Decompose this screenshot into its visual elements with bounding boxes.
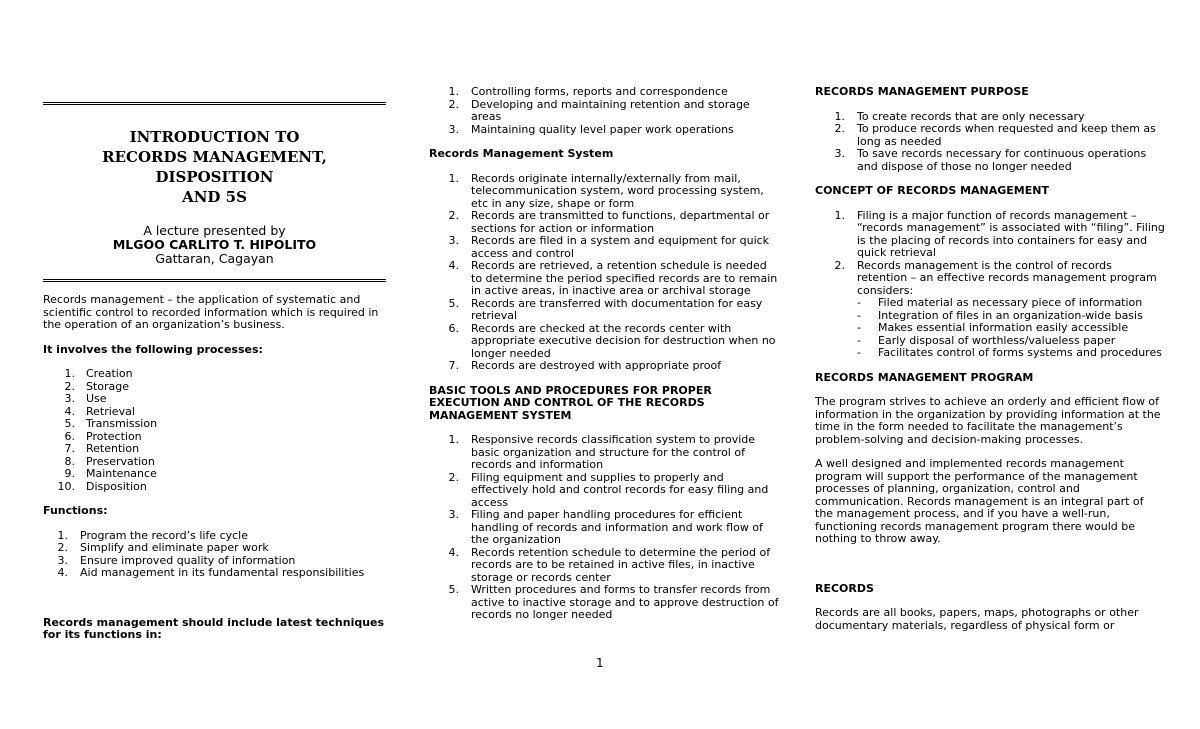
list-text: Responsive records classification system to provide basic organization and structure for the control of records and information	[471, 433, 756, 471]
list-number: 9.	[64, 467, 75, 480]
list-item	[815, 123, 1165, 148]
list-number: 3.	[448, 122, 459, 136]
title-line: RECORDS MANAGEMENT, DISPOSITION	[102, 148, 327, 186]
list-number: 6.	[64, 429, 75, 443]
list-item	[429, 509, 779, 547]
concept-list	[815, 210, 1165, 360]
list-text: Storage	[86, 379, 130, 393]
list-text: Records retention schedule to determine the period of records are to be retained in active files, in inactive storage or records center	[471, 545, 771, 584]
list-item	[429, 210, 779, 235]
list-item	[43, 443, 386, 456]
concept-heading: CONCEPT OF RECORDS MANAGEMENT	[815, 184, 1049, 197]
top-double-rule	[43, 102, 386, 105]
list-text: Records originate internally/externally from mail, telecommunication system, word processing system, etc in any size, shape or form	[471, 171, 764, 210]
list-text: Records are checked at the records center with appropriate executive decision for destruction when no longer needed	[471, 321, 776, 360]
list-item	[429, 434, 779, 472]
list-item	[429, 323, 779, 361]
program-heading: RECORDS MANAGEMENT PROGRAM	[815, 370, 1034, 384]
list-number: 1.	[834, 208, 845, 222]
list-number: 4.	[448, 545, 459, 559]
column-3	[815, 0, 1165, 632]
list-item	[429, 298, 779, 323]
list-text: Records are transmitted to functions, departmental or sections for action or information	[471, 209, 770, 235]
dash-bullet: -	[857, 308, 861, 322]
list-number: 2.	[448, 209, 459, 222]
list-number: 4.	[64, 404, 75, 418]
list-number: 1.	[448, 433, 459, 446]
list-text: Maintaining quality level paper work operations	[471, 122, 734, 136]
list-number: 1.	[834, 109, 845, 123]
list-text: Transmission	[86, 417, 158, 430]
list-text: Written procedures and forms to transfer records from active to inactive storage and to approve destruction of records no longer needed	[471, 583, 779, 621]
list-number: 2.	[834, 122, 845, 135]
list-item	[429, 472, 779, 510]
list-text: Use	[86, 392, 107, 405]
list-number: 4.	[57, 566, 68, 579]
list-number: 7.	[64, 442, 75, 455]
list-item	[43, 542, 386, 555]
list-text: Filing equipment and supplies to properly and effectively hold and control records for easy filing and access	[471, 470, 769, 509]
techniques-heading: Records management should include latest techniques for its functions in:	[43, 615, 385, 641]
list-number: 2.	[57, 541, 68, 554]
list-item	[43, 468, 386, 481]
list-text: Filing and paper handling procedures for efficient handling of records and information and work flow of the organization	[471, 508, 763, 546]
presented-by: A lecture presented by	[143, 223, 286, 238]
list-number: 1.	[57, 528, 68, 542]
list-text: Developing and maintaining retention and storage areas	[471, 97, 750, 123]
list-number: 3.	[57, 553, 68, 567]
list-number: 1.	[448, 85, 459, 98]
list-item	[43, 418, 386, 431]
list-number: 5.	[448, 583, 459, 596]
bottom-double-rule	[43, 279, 386, 282]
list-text: Preservation	[86, 454, 155, 468]
list-text: To create records that are only necessary	[857, 109, 1085, 123]
list-item	[429, 584, 779, 622]
list-text: To produce records when requested and keep them as long as needed	[857, 122, 1156, 148]
list-text	[857, 260, 1165, 360]
list-item	[429, 547, 779, 585]
list-text: Aid management in its fundamental responsibilities	[80, 566, 365, 579]
list-text: Retention	[86, 442, 140, 455]
list-text: Records are transferred with documentation for easy retrieval	[471, 296, 763, 322]
list-number: 2.	[448, 470, 459, 484]
list-item	[815, 148, 1165, 173]
list-text: Filing is a major function of records management – “records management” is associated with “filing”. Filing is the placing of records into containers for easy and quick retrieval	[857, 208, 1165, 259]
list-number: 3.	[448, 508, 459, 521]
list-text: Records are retrieved, a retention schedule is needed to determine the period specified records are to remain in active areas, in inactive area or archival storage	[471, 259, 778, 297]
list-item	[429, 86, 779, 99]
list-number: 1.	[448, 171, 459, 185]
list-item	[815, 260, 1165, 360]
list-text: Simplify and eliminate paper work	[80, 541, 269, 554]
list-text: To save records necessary for continuous operations and dispose of those no longer needed	[857, 147, 1147, 173]
list-item	[429, 360, 779, 373]
presenter-name: MLGOO CARLITO T. HIPOLITO	[112, 237, 317, 252]
list-item	[43, 567, 386, 580]
list-text: Records are filed in a system and equipment for quick access and control	[471, 234, 770, 260]
list-item	[857, 322, 1165, 335]
techniques-list	[429, 86, 779, 136]
list-item	[857, 297, 1165, 310]
column-2	[429, 0, 779, 622]
presenter-location: Gattaran, Cagayan	[155, 251, 274, 266]
program-paragraph-2: A well designed and implemented records management program will support the performance of the management processes of planning, organization, control and communication. Records management is an integral part of the management process, and if you have a well-run, functioning records management program there would be nothing to throw away.	[815, 457, 1144, 545]
list-text: Retrieval	[86, 404, 135, 418]
page-number: 1	[596, 656, 604, 670]
purpose-list	[815, 111, 1165, 174]
list-item	[429, 235, 779, 260]
dash-bullet: -	[857, 321, 861, 334]
records-heading: RECORDS	[815, 581, 874, 595]
list-number: 5.	[64, 417, 75, 430]
definition-paragraph: Records management – the application of systematic and scientific control to recorded information which is required in the operation of an organization’s business.	[43, 293, 379, 331]
list-text: Maintenance	[86, 467, 157, 480]
list-item	[429, 124, 779, 137]
tools-heading: BASIC TOOLS AND PROCEDURES FOR PROPER EXECUTION AND CONTROL OF THE RECORDS MANAGEMENT SYSTEM	[429, 383, 712, 422]
document-title	[43, 127, 386, 207]
list-text: Controlling forms, reports and correspondence	[471, 85, 728, 98]
column-1	[43, 0, 386, 642]
dash-bullet: -	[857, 333, 861, 347]
list-number: 4.	[448, 259, 459, 272]
list-text: Records are destroyed with appropriate proof	[471, 359, 722, 372]
program-paragraph-1: The program strives to achieve an orderly and efficient flow of information in the organization by providing information at the time in the form needed to facilitate the management’s problem-solving and decision-making processes.	[815, 395, 1161, 446]
list-text: Disposition	[86, 479, 147, 493]
tools-list	[429, 434, 779, 622]
considers-list	[857, 297, 1165, 360]
list-item	[429, 99, 779, 124]
list-number: 3.	[64, 392, 75, 405]
list-item	[429, 260, 779, 298]
list-number: 2.	[834, 258, 845, 272]
records-paragraph: Records are all books, papers, maps, photographs or other documentary materials, regardless of physical form or	[815, 606, 1139, 632]
concept-considers-text: Records management is the control of records retention – an effective records management program considers:	[857, 258, 1157, 297]
list-text: Early disposal of worthless/valueless paper	[878, 333, 1116, 347]
list-text: Creation	[86, 367, 133, 380]
list-item	[43, 481, 386, 494]
processes-list	[43, 368, 386, 493]
dash-bullet: -	[857, 346, 861, 359]
list-text: Makes essential information easily accessible	[878, 321, 1129, 334]
functions-list	[43, 530, 386, 580]
list-number: 1.	[64, 367, 75, 380]
list-item	[43, 368, 386, 381]
list-number: 2.	[64, 379, 75, 393]
purpose-heading: RECORDS MANAGEMENT PURPOSE	[815, 85, 1029, 98]
list-text: Protection	[86, 429, 142, 443]
list-number: 8.	[64, 454, 75, 468]
list-item	[857, 347, 1165, 360]
list-number: 3.	[448, 234, 459, 247]
list-number: 10.	[57, 479, 75, 493]
dash-bullet: -	[857, 296, 861, 309]
list-number: 2.	[448, 97, 459, 111]
functions-heading: Functions:	[43, 504, 108, 517]
system-list	[429, 173, 779, 373]
list-text: Facilitates control of forms systems and procedures	[878, 346, 1162, 359]
list-number: 7.	[448, 359, 459, 372]
list-number: 5.	[448, 296, 459, 310]
system-heading: Records Management System	[429, 147, 614, 160]
title-line: INTRODUCTION TO	[129, 128, 300, 146]
title-line: AND 5S	[182, 188, 247, 206]
list-text: Program the record’s life cycle	[80, 528, 248, 542]
list-text: Filed material as necessary piece of information	[878, 296, 1143, 309]
processes-heading: It involves the following processes:	[43, 342, 263, 356]
list-item	[43, 393, 386, 406]
list-number: 6.	[448, 321, 459, 335]
list-item	[429, 173, 779, 211]
list-text: Integration of files in an organization-wide basis	[878, 308, 1143, 322]
list-number: 3.	[834, 147, 845, 160]
list-text: Ensure improved quality of information	[80, 553, 296, 567]
list-item	[815, 210, 1165, 260]
